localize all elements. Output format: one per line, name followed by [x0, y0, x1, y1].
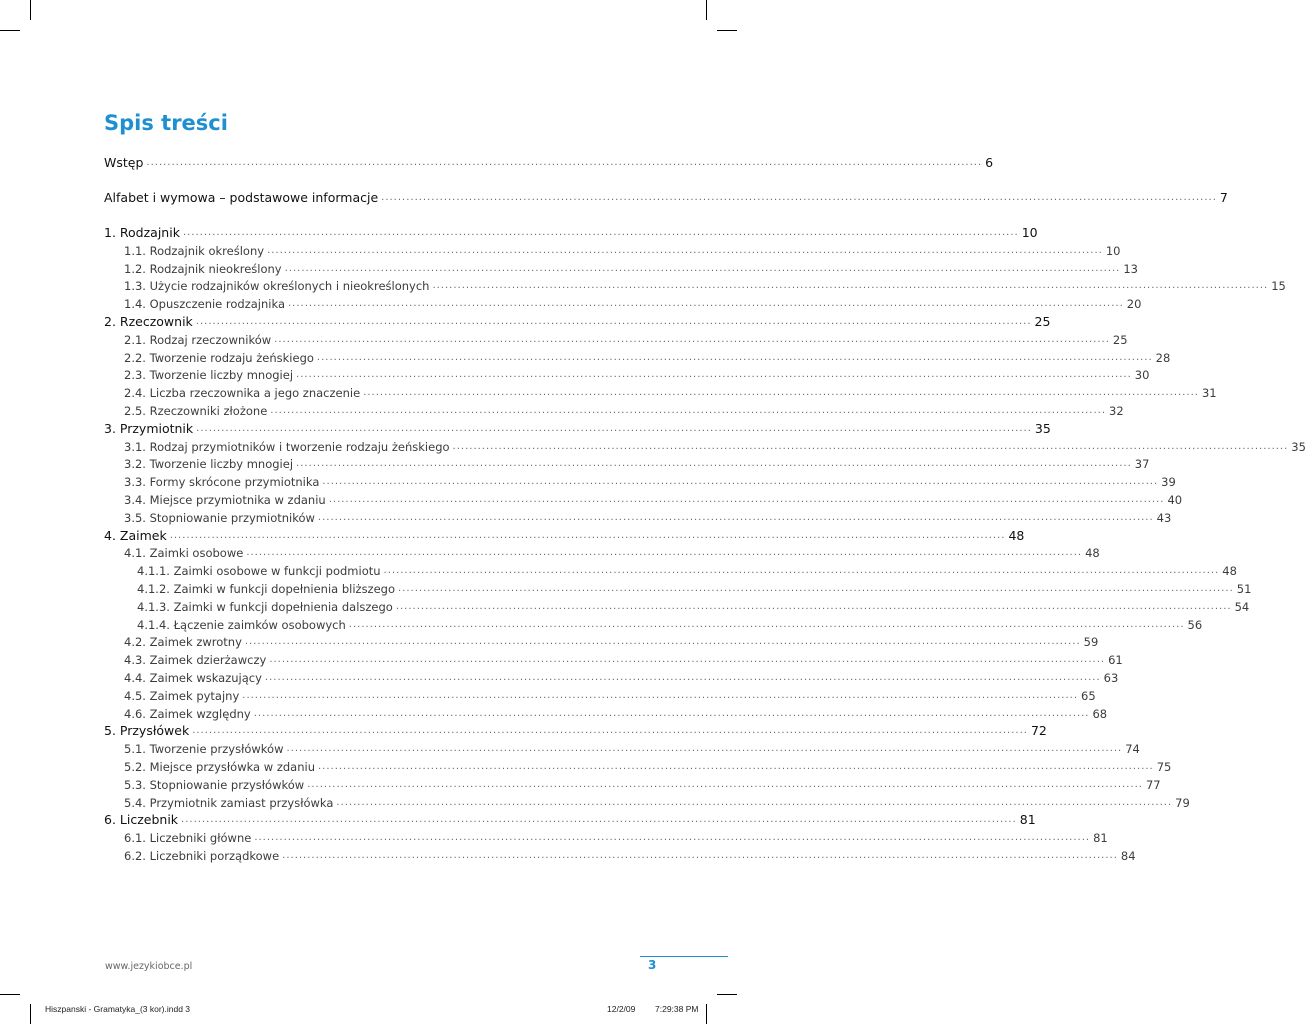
- toc-entry-page: 35: [1291, 439, 1306, 454]
- toc-leader-dots: ........................................................................................................................................................................................................: [264, 672, 1101, 683]
- toc-entry[interactable]: [104, 418, 1051, 436]
- toc-entry-page: 77: [1145, 777, 1161, 792]
- toc-leader-dots: ........................................................................................................................................................................................................: [284, 262, 1121, 274]
- toc-leader-dots: ........................................................................................................................................................................................................: [267, 244, 1103, 256]
- toc-entry-page: 43: [1156, 510, 1172, 525]
- toc-leader-dots: ........................................................................................................................................................................................................: [452, 440, 1289, 452]
- toc-entry[interactable]: [124, 489, 1183, 507]
- toc-entry-page: 59: [1083, 635, 1099, 650]
- toc-entry[interactable]: [124, 685, 1096, 703]
- toc-leader-dots: ........................................................................................................................................................................................................: [282, 850, 1118, 861]
- toc-entry[interactable]: [124, 774, 1161, 792]
- toc-leader-dots: ........................................................................................................................................................................................................: [286, 743, 1123, 755]
- toc-entry[interactable]: [124, 649, 1123, 668]
- toc-entry[interactable]: [124, 471, 1176, 490]
- toc-leader-dots: ........................................................................................................................................................................................................: [336, 796, 1173, 808]
- toc-leader-dots: ........................................................................................................................................................................................................: [395, 600, 1232, 612]
- toc-leader-dots: ........................................................................................................................................................................................................: [181, 814, 1017, 826]
- toc-entry-label: 5.3. Stopniowanie przysłówków: [124, 777, 305, 792]
- toc-entry-label: 2.3. Tworzenie liczby mnogiej: [124, 368, 294, 383]
- toc-entry[interactable]: [137, 578, 1252, 596]
- toc-entry-page: 35: [1034, 420, 1051, 436]
- toc-leader-dots: ........................................................................................................................................................................................................: [195, 316, 1032, 327]
- toc-entry-label: 2. Rzeczownik: [104, 314, 193, 329]
- toc-leader-dots: ........................................................................................................................................................................................................: [322, 476, 1159, 488]
- page-title: Spis treści: [104, 111, 228, 135]
- toc-entry[interactable]: [124, 258, 1138, 276]
- toc-entry[interactable]: [124, 542, 1100, 561]
- toc-entry[interactable]: [137, 560, 1237, 579]
- toc-entry-page: 7: [1219, 190, 1228, 205]
- toc-entry-page: 10: [1021, 225, 1038, 240]
- toc-entry-label: 6. Liczebnik: [104, 812, 179, 828]
- toc-entry-label: 4.1.2. Zaimki w funkcji dopełnienia bliższego: [137, 582, 396, 596]
- toc-entry-label: 4.4. Zaimek wskazujący: [124, 671, 262, 685]
- toc-leader-dots: ........................................................................................................................................................................................................: [432, 280, 1269, 292]
- toc-entry-page: 74: [1125, 742, 1140, 757]
- toc-leader-dots: ........................................................................................................................................................................................................: [363, 387, 1199, 399]
- toc-entry[interactable]: [124, 792, 1190, 810]
- toc-entry[interactable]: [124, 756, 1172, 774]
- toc-entry-page: 48: [1085, 546, 1100, 561]
- toc-entry-label: Alfabet i wymowa – podstawowe informacje: [104, 190, 379, 205]
- toc-entry-label: 4.3. Zaimek dzierżawczy: [124, 653, 267, 668]
- toc-entry-page: 48: [1222, 564, 1237, 579]
- toc-entry-label: 4.1.1. Zaimki osobowe w funkcji podmiotu: [137, 564, 381, 579]
- toc-leader-dots: ........................................................................................................................................................................................................: [296, 369, 1132, 381]
- toc-leader-dots: ........................................................................................................................................................................................................: [398, 583, 1234, 594]
- toc-entry-page: 81: [1019, 812, 1036, 828]
- toc-entry-label: 4.5. Zaimek pytajny: [124, 688, 240, 703]
- toc-entry[interactable]: [124, 827, 1108, 846]
- toc-leader-dots: ........................................................................................................................................................................................................: [182, 227, 1019, 238]
- toc-leader-dots: ........................................................................................................................................................................................................: [270, 405, 1107, 416]
- toc-entry-page: 63: [1103, 671, 1119, 685]
- toc-entry[interactable]: [104, 720, 1047, 739]
- crop-mark: [30, 1004, 31, 1024]
- toc-leader-dots: ........................................................................................................................................................................................................: [244, 636, 1081, 648]
- toc-entry-page: 84: [1120, 849, 1136, 863]
- toc-leader-dots: ........................................................................................................................................................................................................: [316, 351, 1153, 363]
- toc-entry-page: 81: [1093, 831, 1108, 846]
- toc-entry-label: 3.2. Tworzenie liczby mnogiej: [124, 457, 294, 472]
- toc-entry-label: 5.1. Tworzenie przysłówków: [124, 742, 284, 757]
- toc-entry-page: 75: [1156, 760, 1172, 774]
- toc-leader-dots: ........................................................................................................................................................................................................: [196, 422, 1032, 434]
- toc-entry[interactable]: [137, 596, 1250, 614]
- toc-entry-page: 6: [985, 155, 994, 170]
- toc-entry-page: 61: [1108, 653, 1123, 668]
- toc-entry-label: Wstęp: [104, 155, 144, 170]
- toc-entry-label: 3.3. Formy skrócone przymiotnika: [124, 475, 320, 490]
- toc-entry-page: 56: [1187, 617, 1203, 632]
- toc-entry[interactable]: [124, 329, 1128, 347]
- toc-entry-label: 2.4. Liczba rzeczownika a jego znaczenie: [124, 386, 361, 401]
- toc-entry[interactable]: [124, 453, 1150, 472]
- toc-entry-label: 5.2. Miejsce przysłówka w zdaniu: [124, 760, 315, 774]
- crop-mark: [0, 994, 20, 995]
- toc-entry[interactable]: [124, 275, 1286, 294]
- toc-entry-label: 1.4. Opuszczenie rodzajnika: [124, 297, 285, 312]
- toc-entry-page: 65: [1081, 688, 1096, 703]
- toc-leader-dots: ........................................................................................................................................................................................................: [242, 689, 1079, 701]
- toc-entry-label: 2.5. Rzeczowniki złożone: [124, 404, 268, 418]
- toc-entry[interactable]: [104, 222, 1038, 240]
- toc-entry[interactable]: [104, 809, 1036, 828]
- toc-entry-page: 39: [1161, 475, 1176, 490]
- toc-entry-label: 4.1. Zaimki osobowe: [124, 546, 244, 561]
- toc-leader-dots: ........................................................................................................................................................................................................: [146, 157, 983, 168]
- toc-entry[interactable]: [124, 240, 1121, 258]
- toc-leader-dots: ........................................................................................................................................................................................................: [328, 494, 1165, 505]
- toc-entry-label: 2.1. Rodzaj rzeczowników: [124, 332, 272, 347]
- toc-entry[interactable]: [104, 311, 1051, 329]
- toc-entry-label: 1.1. Rodzajnik określony: [124, 243, 265, 258]
- toc-leader-dots: ........................................................................................................................................................................................................: [317, 761, 1154, 772]
- toc-leader-dots: ........................................................................................................................................................................................................: [192, 725, 1028, 737]
- toc-entry[interactable]: [124, 347, 1171, 365]
- page-number: 3: [648, 958, 657, 972]
- toc-leader-dots: ........................................................................................................................................................................................................: [383, 565, 1220, 577]
- toc-leader-dots: ........................................................................................................................................................................................................: [288, 298, 1124, 310]
- toc-entry[interactable]: [124, 382, 1217, 401]
- toc-entry-label: 1.2. Rodzajnik nieokreślony: [124, 261, 282, 276]
- toc-entry-label: 3.4. Miejsce przymiotnika w zdaniu: [124, 493, 326, 507]
- toc-entry-page: 28: [1155, 350, 1171, 365]
- toc-entry-label: 4.1.3. Zaimki w funkcji dopełnienia dalszego: [137, 599, 393, 614]
- toc-leader-dots: ........................................................................................................................................................................................................: [348, 618, 1185, 630]
- toc-entry-label: 2.2. Tworzenie rodzaju żeńskiego: [124, 350, 314, 365]
- toc-entry-page: 68: [1092, 706, 1108, 721]
- footer-url[interactable]: www.jezykiobce.pl: [105, 961, 193, 972]
- toc-entry[interactable]: [124, 631, 1099, 650]
- toc-entry[interactable]: [104, 152, 994, 170]
- toc-entry-page: 20: [1126, 297, 1142, 312]
- toc-leader-dots: ........................................................................................................................................................................................................: [381, 192, 1217, 203]
- toc-entry-label: 3.1. Rodzaj przymiotników i tworzenie rodzaju żeńskiego: [124, 439, 450, 454]
- toc-entry-label: 5.4. Przymiotnik zamiast przysłówka: [124, 795, 334, 810]
- slug-date: 12/2/09: [607, 1004, 636, 1014]
- toc-entry[interactable]: [124, 845, 1136, 863]
- toc-entry-label: 4. Zaimek: [104, 527, 167, 543]
- toc-leader-dots: ........................................................................................................................................................................................................: [317, 511, 1154, 523]
- toc-entry-label: 4.1.4. Łączenie zaimków osobowych: [137, 617, 346, 632]
- toc-leader-dots: ........................................................................................................................................................................................................: [307, 778, 1143, 790]
- toc-entry-page: 79: [1175, 795, 1190, 810]
- toc-entry[interactable]: [124, 667, 1119, 685]
- toc-entry[interactable]: [124, 364, 1150, 383]
- toc-leader-dots: ........................................................................................................................................................................................................: [254, 832, 1091, 844]
- toc-leader-dots: ........................................................................................................................................................................................................: [296, 458, 1132, 470]
- toc-entry-label: 3. Przymiotnik: [104, 420, 194, 436]
- toc-entry-page: 25: [1034, 314, 1051, 329]
- toc-entry-page: 72: [1030, 723, 1047, 739]
- toc-entry-label: 1.3. Użycie rodzajników określonych i nieokreślonych: [124, 279, 430, 294]
- toc-entry[interactable]: [124, 738, 1140, 757]
- crop-mark: [717, 994, 737, 995]
- toc-entry-label: 5. Przysłówek: [104, 723, 190, 739]
- toc-entry-page: 37: [1134, 457, 1150, 472]
- toc-leader-dots: ........................................................................................................................................................................................................: [246, 547, 1083, 559]
- toc-entry-label: 6.2. Liczebniki porządkowe: [124, 849, 280, 863]
- toc-leader-dots: ........................................................................................................................................................................................................: [253, 707, 1090, 719]
- toc-entry-page: 31: [1201, 386, 1217, 401]
- toc-entry-page: 10: [1105, 243, 1121, 258]
- toc-leader-dots: ........................................................................................................................................................................................................: [274, 333, 1110, 345]
- toc-entry-page: 32: [1109, 404, 1124, 418]
- toc-entry[interactable]: [124, 436, 1306, 454]
- toc-entry-page: 13: [1123, 261, 1138, 276]
- footer-rule: [640, 956, 728, 957]
- toc-entry-page: 15: [1271, 279, 1286, 294]
- toc-entry[interactable]: [104, 187, 1228, 205]
- toc-entry-page: 30: [1134, 368, 1150, 383]
- toc-entry-page: 40: [1167, 493, 1183, 507]
- toc-entry[interactable]: [137, 614, 1203, 632]
- toc-entry[interactable]: [104, 525, 1025, 543]
- slug-time: 7:29:38 PM: [655, 1004, 699, 1014]
- toc-entry-page: 51: [1236, 582, 1252, 596]
- toc-entry[interactable]: [124, 400, 1124, 418]
- slug-file: Hiszpanski - Gramatyka_(3 kor).indd 3: [45, 1004, 191, 1014]
- toc-entry-label: 4.6. Zaimek względny: [124, 706, 251, 721]
- toc-entry-label: 1. Rodzajnik: [104, 225, 180, 240]
- toc-entry-label: 4.2. Zaimek zwrotny: [124, 635, 242, 650]
- toc-leader-dots: ........................................................................................................................................................................................................: [169, 529, 1006, 541]
- toc-leader-dots: ........................................................................................................................................................................................................: [269, 654, 1106, 666]
- toc-entry[interactable]: [124, 507, 1172, 525]
- toc-entry-label: 3.5. Stopniowanie przymiotników: [124, 510, 315, 525]
- toc-entry-label: 6.1. Liczebniki główne: [124, 831, 252, 846]
- toc-entry-page: 25: [1112, 332, 1128, 347]
- toc-entry-page: 54: [1234, 599, 1250, 614]
- toc-entry[interactable]: [124, 703, 1108, 721]
- toc-entry-page: 48: [1008, 527, 1025, 543]
- crop-mark: [706, 1004, 707, 1024]
- toc-entry[interactable]: [124, 293, 1142, 312]
